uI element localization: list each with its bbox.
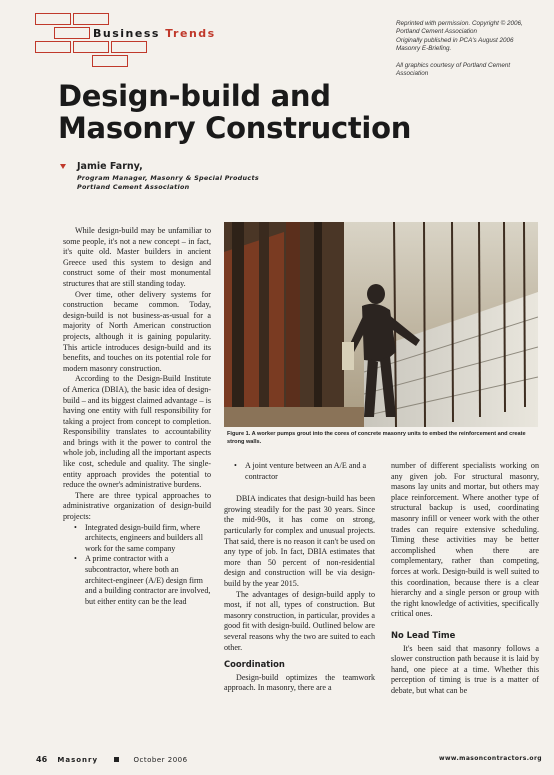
- magazine-name: Masonry: [57, 756, 99, 764]
- paragraph: It's been said that masonry follows a slower construction path because it is laid by hand, one piece at a time. Whether this perception of timing is true is a matter of debate, but what can be: [391, 643, 539, 695]
- author-name: Jamie Farny,: [77, 161, 143, 172]
- credit-line: Reprinted with permission. Copyright © 2006,: [396, 20, 523, 27]
- credit-line: All graphics courtesy of Portland Cement: [396, 61, 511, 69]
- column-2: [224, 461, 375, 694]
- credit-line: Association: [396, 70, 429, 78]
- author-org: Portland Cement Association: [77, 183, 190, 191]
- worker-photo: [224, 222, 538, 427]
- paragraph: Over time, other delivery systems for construction became common. Today, design-build is not business-as-usual for a majority of North American construction projects, although it is gaining popularity. This article introduces design-build and its benefits, and touches on its potential role for modern masonry construction.: [63, 289, 211, 373]
- article-title: [58, 80, 411, 144]
- credit-line: Originally published in PCA's August 2006: [396, 36, 514, 44]
- paragraph: The advantages of design-build apply to most, if not all, types of construction. But masonry construction, in particular, provides a good fit with design-build. Outlined below are several reasons why the two are suited to each other.: [224, 589, 375, 652]
- title-line: Masonry Construction: [58, 111, 412, 145]
- reprint-credit: [396, 20, 546, 78]
- page-footer: [36, 755, 542, 767]
- section-word-business: Business: [93, 27, 160, 40]
- title-line: Design-build and: [58, 79, 331, 113]
- list-item: • A joint venture between an A/E and a contractor: [245, 461, 375, 482]
- triangle-bullet-icon: [60, 164, 66, 169]
- approach-list: [63, 523, 211, 608]
- photo-caption: Figure 1. A worker pumps grout into the cores of concrete masonry units to embed the reinforcement and create strong walls.: [227, 431, 526, 445]
- paragraph: number of different specialists working on any given job. For structural masonry, masons lay units and mortar, but others may place reinforcement. Where another type of structural backup is used, coordinating masonry infill or veneer work with the other trades can require extensive scheduling. Timing these activities may be better accomplished when there are complementary, rather than competing, forces at work. Design-build is well suited to this coordination, because there is a clear hierarchy and a single person or group with the right knowledge of activities, specifically critical ones.: [391, 461, 539, 619]
- website-url: www.masoncontractors.org: [439, 755, 542, 762]
- credit-line: Portland Cement Association: [396, 28, 477, 36]
- paragraph: There are three typical approaches to administrative organization of design-build projects:: [63, 490, 211, 522]
- issue-date: October 2006: [133, 756, 188, 764]
- paragraph: Design-build optimizes the teamwork approach. In masonry, there are a: [224, 672, 375, 693]
- paragraph: DBIA indicates that design-build has been growing steadily for the past 30 years. Since the mid-90s, it has come on strong, particularly for complex and unusual projects. That said, there is no reason it can't be used on any type of job. In fact, DBIA estimates that more than 50 percent of non-residential design and construction will be via design-build by the year 2015.: [224, 494, 375, 588]
- credit-line: Masonry E-Briefing.: [396, 45, 452, 53]
- section-word-trends: Trends: [165, 27, 216, 40]
- column-1: [63, 226, 211, 607]
- paragraph: While design-build may be unfamiliar to some people, it's not a new concept – in fact, it's quite old. Master builders in ancient Greece used this system to design and construct some of their most monumental structures that are still standing today.: [63, 226, 211, 288]
- column-3: [391, 461, 539, 696]
- footer-square-icon: [114, 757, 119, 762]
- list-item: • Integrated design-build firm, where architects, engineers and builders all work for the same company: [85, 523, 211, 555]
- approach-list-continued: [224, 461, 375, 482]
- author-role: Program Manager, Masonry & Special Products: [77, 174, 259, 182]
- section-label: [93, 27, 216, 40]
- section-heading: No Lead Time: [391, 629, 456, 640]
- author-block: [60, 161, 259, 192]
- paragraph: According to the Design-Build Institute of America (DBIA), the basic idea of design-build – and its biggest claimed advantage – is having one entity with full responsibility for taking a project from concept to completion. Responsibility translates to accountability and brings with it the power to control the whole job, including all the important aspects like cost, schedule and quality. The single-entity approach provides the potential to reduce the owner's administrative burdens.: [63, 374, 211, 490]
- list-item: • A prime contractor with a subcontractor, where both an architect-engineer (A/E) design firm and a building contractor are involved, but either entity can be the lead: [85, 554, 211, 607]
- page-number: 46: [36, 755, 48, 764]
- section-heading: Coordination: [224, 659, 285, 670]
- photo-illustration: [224, 222, 538, 427]
